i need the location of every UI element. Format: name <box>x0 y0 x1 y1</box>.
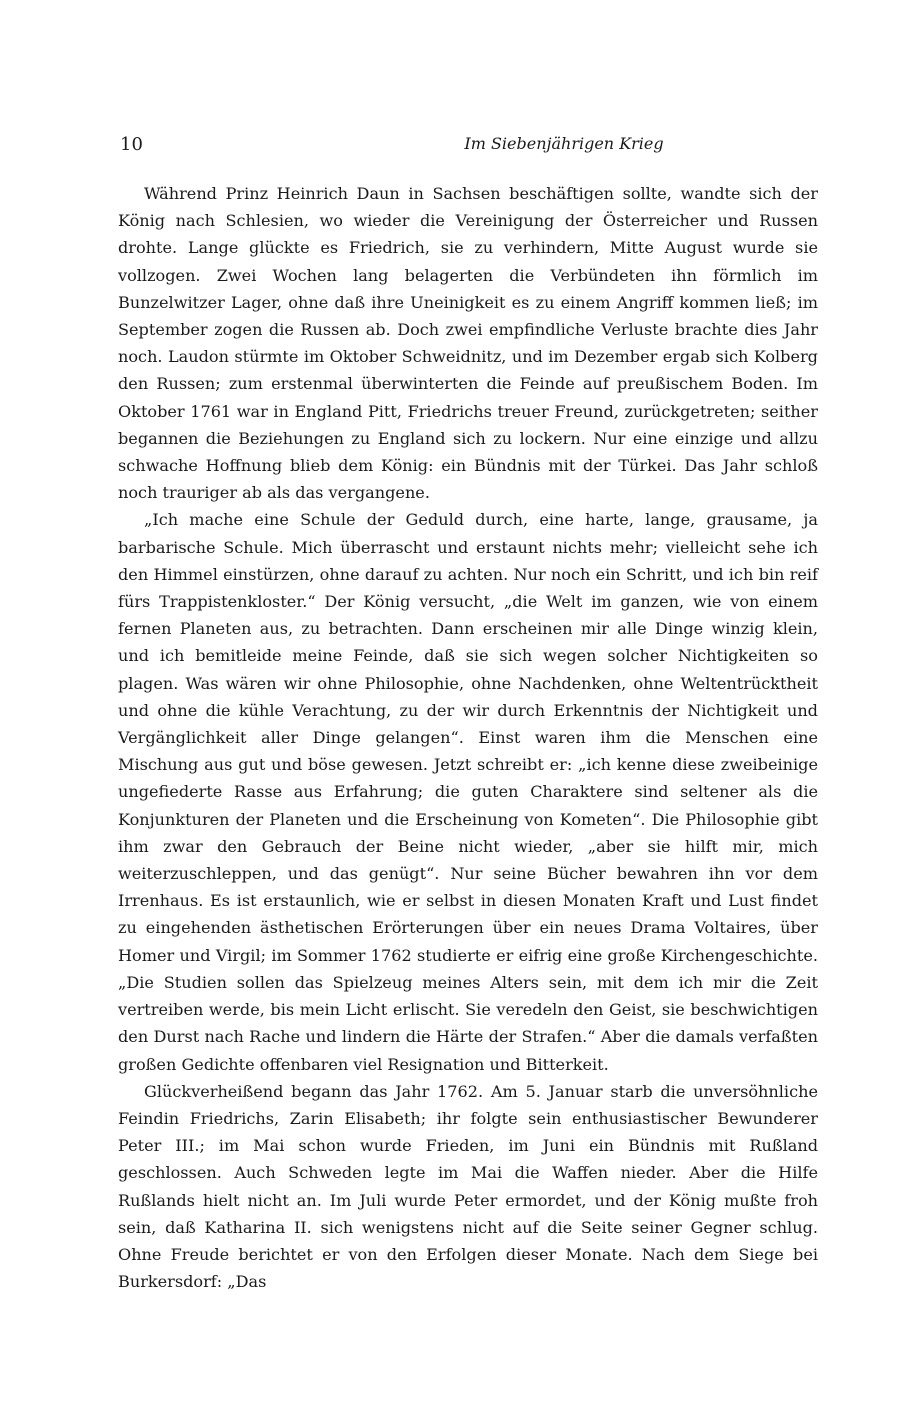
body-text <box>118 180 818 1295</box>
running-title: Im Siebenjährigen Krieg <box>464 134 664 153</box>
paragraph: Glückverheißend begann das Jahr 1762. Am 5. Januar starb die unversöhnliche Feindin Friedrichs, Zarin Elisabeth; ihr folgte sein enthusiastischer Bewunderer Peter III.; im Mai schon wurde Frieden, im Juni ein Bündnis mit Rußland geschlossen. Auch Schweden legte im Mai die Waffen nieder. Aber die Hilfe Rußlands hielt nicht an. Im Juli wurde Peter ermordet, und der König mußte froh sein, daß Katharina II. sich wenigstens nicht auf die Seite seiner Gegner schlug. Ohne Freude berichtet er von den Erfolgen dieser Monate. Nach dem Siege bei Burkersdorf: „Das <box>118 1081 818 1292</box>
paragraph: „Ich mache eine Schule der Geduld durch, eine harte, lange, grausame, ja barbarische Schule. Mich überrascht und erstaunt nichts mehr; vielleicht sehe ich den Himmel einstürzen, ohne darauf zu achten. Nur noch ein Schritt, und ich bin reif fürs Trappistenkloster.“ Der König versucht, „die Welt im ganzen, wie von einem fernen Planeten aus, zu betrachten. Dann erscheinen mir alle Dinge winzig klein, und ich bemitleide meine Feinde, daß sie sich wegen solcher Nichtigkeiten so plagen. Was wären wir ohne Philosophie, ohne Nachdenken, ohne Weltentrücktheit und ohne die kühle Verachtung, zu der wir durch Erkenntnis der Nichtigkeit und Vergänglichkeit aller Dinge gelangen“. Einst waren ihm die Menschen eine Mischung aus gut und böse gewesen. Jetzt schreibt er: „ich kenne diese zweibeinige ungefiederte Rasse aus Erfahrung; die guten Charaktere sind seltener als die Konjunkturen der Planeten und die Erscheinung von Kometen“. Die Philosophie gibt ihm zwar den Gebrauch der Beine nicht wieder, „aber sie hilft mir, mich weiterzuschleppen, und das genügt“. Nur seine Bücher bewahren ihn vor dem Irrenhaus. Es ist erstaunlich, wie er selbst in diesen Monaten Kraft und Lust findet zu eingehenden ästhetischen Erörterungen über ein neues Drama Voltaires, über Homer und Virgil; im Sommer 1762 studierte er eifrig eine große Kirchengeschichte. „Die Studien sollen das Spielzeug meines Alters sein, mit dem ich mir die Zeit vertreiben werde, bis mein Licht erlischt. Sie veredeln den Geist, sie beschwichtigen den Durst nach Rache und lindern die Härte der Strafen.“ Aber die damals verfaßten großen Gedichte offenbaren viel Resignation und Bitterkeit. <box>118 510 818 1074</box>
paragraph: Während Prinz Heinrich Daun in Sachsen beschäftigen sollte, wandte sich der König nach Schlesien, wo wieder die Vereinigung der Österreicher und Russen drohte. Lange glückte es Friedrich, sie zu verhindern, Mitte August wurde sie vollzogen. Zwei Wochen lang belagerten die Verbündeten ihn förmlich im Bunzelwitzer Lager, ohne daß ihre Uneinigkeit es zu einem Angriff kommen ließ; im September zogen die Russen ab. Doch zwei empfindliche Verluste brachte dies Jahr noch. Laudon stürmte im Oktober Schweidnitz, und im Dezember ergab sich Kolberg den Russen; zum erstenmal überwinterten die Feinde auf preußischem Boden. Im Oktober 1761 war in England Pitt, Friedrichs treuer Freund, zurückgetreten; seither begannen die Beziehungen zu England sich zu lockern. Nur eine einzige und allzu schwache Hoffnung blieb dem König: ein Bündnis mit der Türkei. Das Jahr schloß noch trauriger ab als das vergangene. <box>118 184 818 503</box>
page-number: 10 <box>120 134 143 155</box>
page-header <box>120 130 818 160</box>
